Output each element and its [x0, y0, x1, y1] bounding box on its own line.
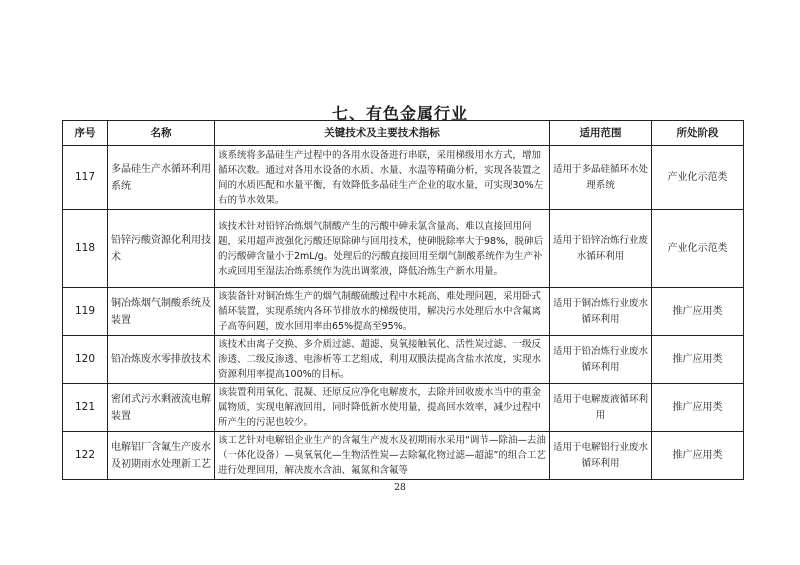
- table-row: [63, 288, 744, 336]
- table-row: [63, 432, 744, 480]
- application-scope: 适用于铜冶炼行业废水循环利用: [550, 288, 652, 336]
- technology-description: 该装备针对铜冶炼生产的烟气制酸硫酸过程中水耗高、难处理问题，采用卧式循环装置，实现系统内各环节排放水的梯级使用，解决污水处理后水中含氟离子高等问题，废水回用率由65%提高至95%。: [215, 288, 550, 336]
- technology-name: 铅冶炼废水零排放技术: [108, 336, 215, 384]
- development-stage: 产业化示范类: [652, 146, 744, 210]
- technology-name: 多晶硅生产水循环利用系统: [108, 146, 215, 210]
- table-row: [63, 146, 744, 210]
- header-stage: 所处阶段: [652, 121, 744, 146]
- application-scope: 适用于铅冶炼行业废水循环利用: [550, 336, 652, 384]
- development-stage: 推广应用类: [652, 432, 744, 480]
- technology-description: 该技术针对铅锌冶炼烟气制酸产生的污酸中砷汞氯含量高、难以直接回用问题，采用超声波强化污酸还原除砷与回用技术，使砷脱除率大于98%，脱砷后的污酸砷含量小于2mL/g。处理后的污酸直接回用至烟气制酸系统作为生产补水或回用至湿法冶炼系统作为洗出调浆液，降低冶炼生产新水用量。: [215, 210, 550, 288]
- technology-table: [62, 120, 744, 480]
- table-row: [63, 210, 744, 288]
- header-no: 序号: [63, 121, 108, 146]
- row-number: 122: [63, 432, 108, 480]
- header-tech: 关键技术及主要技术指标: [215, 121, 550, 146]
- technology-name: 电解铝厂含氟生产废水及初期雨水处理新工艺: [108, 432, 215, 480]
- page-number: 28: [394, 483, 406, 493]
- row-number: 118: [63, 210, 108, 288]
- header-name: 名称: [108, 121, 215, 146]
- application-scope: 适用于多晶硅循环水处理系统: [550, 146, 652, 210]
- technology-description: 该技术由离子交换、多介质过滤、超滤、臭氧接触氧化、活性炭过滤、一级反渗透、二级反渗透、电渗析等工艺组成，利用双膜法提高含盐水浓度，实现水资源利用率提高100%的目标。: [215, 336, 550, 384]
- row-number: 119: [63, 288, 108, 336]
- technology-description: 该装置利用氧化、混凝、还原反应净化电解废水，去除并回收废水当中的重金属物质，实现电解液回用，同时降低新水使用量，提高回水效率，减少过程中所产生的污泥也较少。: [215, 384, 550, 432]
- development-stage: 推广应用类: [652, 384, 744, 432]
- technology-description: 该系统将多晶硅生产过程中的各用水设备进行串联，采用梯级用水方式，增加循环次数。通过对各用水设备的水质、水量、水温等精确分析，实现各装置之间的水质匹配和水量平衡，有效降低多晶硅生产企业的取水量，可实现30%左右的节水效果。: [215, 146, 550, 210]
- row-number: 121: [63, 384, 108, 432]
- table-row: [63, 336, 744, 384]
- technology-name: 铅锌污酸资源化利用技术: [108, 210, 215, 288]
- technology-description: 该工艺针对电解铝企业生产的含氟生产废水及初期雨水采用“调节—除油—去油（一体化设备）—臭氧氧化—生物活性炭—去除氟化物过滤—超滤”的组合工艺进行处理回用，解决废水含油、氟氮和含氟等: [215, 432, 550, 480]
- development-stage: 产业化示范类: [652, 210, 744, 288]
- row-number: 120: [63, 336, 108, 384]
- section-title: 七、有色金属行业: [331, 104, 468, 123]
- header-scope: 适用范围: [550, 121, 652, 146]
- application-scope: 适用于电解废液循环利用: [550, 384, 652, 432]
- technology-name: 铜冶炼烟气制酸系统及装置: [108, 288, 215, 336]
- application-scope: 适用于铅锌冶炼行业废水循环利用: [550, 210, 652, 288]
- technology-name: 密闭式污水剩液流电解装置: [108, 384, 215, 432]
- development-stage: 推广应用类: [652, 288, 744, 336]
- table-header-row: [63, 121, 744, 146]
- application-scope: 适用于电解铝行业废水循环利用: [550, 432, 652, 480]
- table-row: [63, 384, 744, 432]
- row-number: 117: [63, 146, 108, 210]
- development-stage: 推广应用类: [652, 336, 744, 384]
